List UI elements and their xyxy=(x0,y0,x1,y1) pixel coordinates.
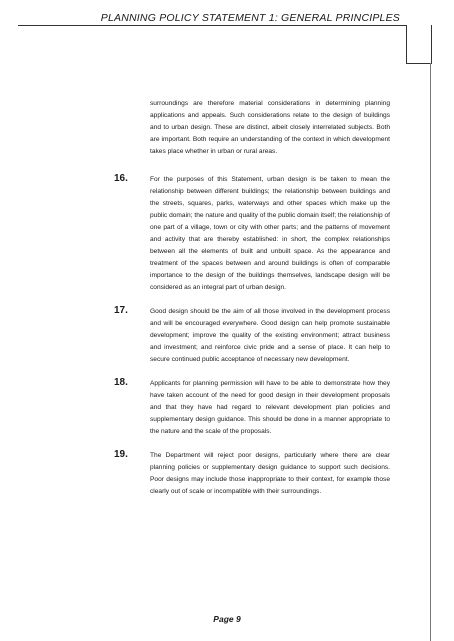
corner-box xyxy=(406,25,432,64)
paragraph-text: Applicants for planning permission will have to be able to demonstrate how they have taken account of the need for good design in their development proposals and that they have had regard to relevant development plan policies and supplementary design guidance. This should be done in a manner appropriate to the nature and the scale of the proposals. xyxy=(150,380,390,435)
paragraph-number: 18. xyxy=(114,377,128,388)
paragraph-17 xyxy=(114,305,390,366)
paragraph-text: surroundings are therefore material considerations in determining planning applications and appeals. Such considerations relate to the design of buildings and to urban design. These are distinct, albeit closely interrelated subjects. Both are important. Both require an understanding of the context in which development takes place whether in urban or rural areas. xyxy=(150,100,390,155)
paragraph-intro xyxy=(150,98,390,158)
page-number: Page 9 xyxy=(213,614,241,624)
paragraph-text: Good design should be the aim of all those involved in the development process and will be encouraged everywhere. Good design can help promote sustainable development; improve the quality of the existing environment; attract business and investment; and reinforce civic pride and a sense of place. It can help to secure continued public acceptance of necessary new development. xyxy=(150,308,390,363)
paragraph-text: The Department will reject poor designs, particularly where there are clear planning policies or supplementary design guidance to support such decisions. Poor designs may include those inappropriate to their context, for example those clearly out of scale or incompatible with their surroundings. xyxy=(150,452,390,495)
side-rule xyxy=(430,63,431,641)
page-header-title: PLANNING POLICY STATEMENT 1: GENERAL PRINCIPLES xyxy=(100,12,400,24)
paragraph-16 xyxy=(114,173,390,294)
document-body xyxy=(114,98,390,498)
paragraph-text: For the purposes of this Statement, urban design is be taken to mean the relationship between different buildings; the relationship between buildings and the streets, squares, parks, waterways and other spaces which make up the public domain; the nature and quality of the public domain itself; the relationship of one part of a village, town or city with other parts; and the patterns of movement and activity that are thereby established: in short, the complex relationships between all the elements of built and unbuilt space. As the appearance and treatment of the spaces between and around buildings is often of comparable importance to the design of the buildings themselves, landscape design will be considered as an integral part of urban design. xyxy=(150,176,390,291)
paragraph-number: 19. xyxy=(114,449,128,460)
paragraph-18 xyxy=(114,377,390,438)
paragraph-number: 16. xyxy=(114,173,128,184)
paragraph-number: 17. xyxy=(114,305,128,316)
paragraph-19 xyxy=(114,449,390,498)
header-rule xyxy=(18,25,406,26)
